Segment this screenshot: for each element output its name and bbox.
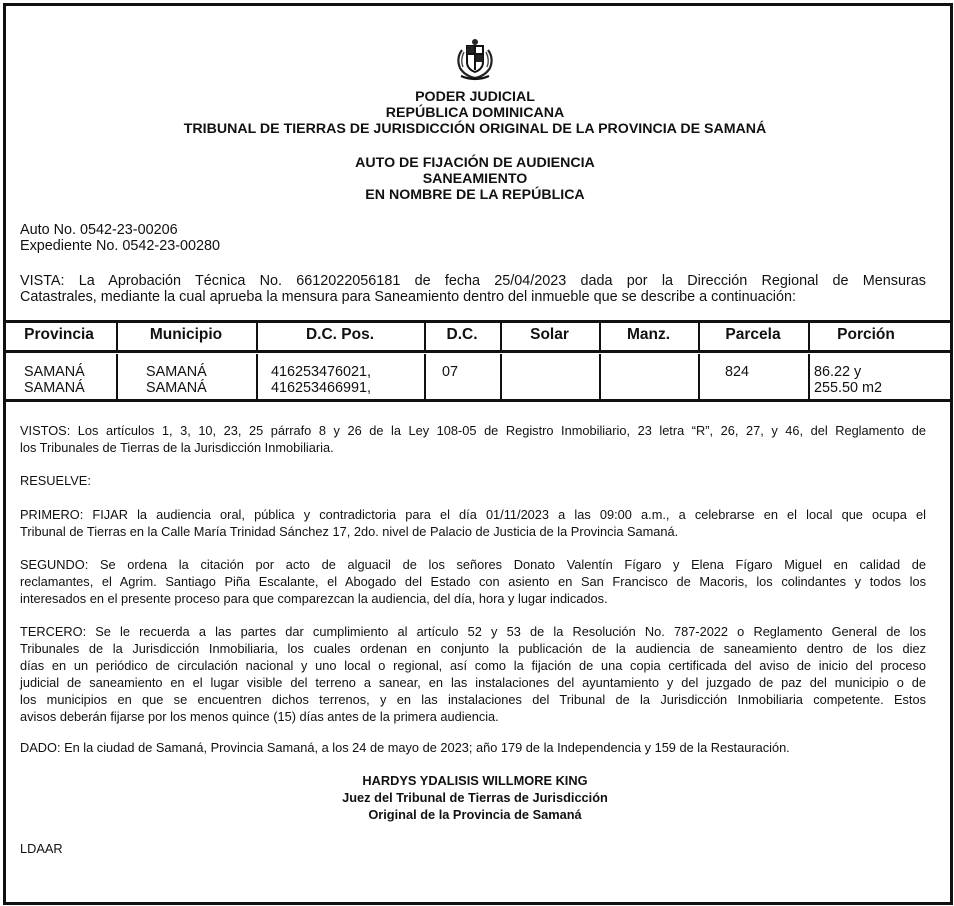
dado-paragraph: DADO: En la ciudad de Samaná, Provincia Samaná, a los 24 de mayo de 2023; año 179 de la Independencia y 159 de la Restauración. [20, 740, 790, 755]
tercero-line-2: Tribunales de la Jurisdicción Inmobiliaria, los cuales ordenan en conjunto la publicación de la audiencia de saneamiento dentro de los diez [20, 641, 926, 656]
coat-of-arms-icon [452, 36, 498, 82]
reference-numbers [20, 222, 926, 254]
primero-line-2: Tribunal de Tierras en la Calle María Trinidad Sánchez 17, 2do. nivel de Palacio de Justicia de la Provincia Samaná. [20, 524, 679, 539]
column-header-porcion: Porción [837, 326, 895, 343]
column-divider [256, 354, 258, 399]
cell-dc: 07 [442, 364, 459, 380]
column-divider [500, 354, 502, 399]
clerk-initials: LDAAR [20, 841, 63, 856]
column-divider [698, 354, 700, 399]
segundo-paragraph [20, 556, 926, 607]
tercero-line-6: avisos deberán fijarse por los menos quince (15) días antes de la primera audiencia. [20, 709, 499, 724]
tercero-paragraph [20, 623, 926, 725]
cell-porcion: 86.22 y 255.50 m2 [814, 364, 883, 396]
expediente-number: Expediente No. 0542-23-00280 [20, 238, 221, 254]
header-line-1: PODER JUDICIAL [415, 89, 535, 105]
vista-paragraph [20, 273, 926, 305]
title-line-3: EN NOMBRE DE LA REPÚBLICA [365, 187, 585, 203]
column-header-manz: Manz. [626, 326, 671, 343]
column-header-dc: D.C. [446, 326, 478, 343]
column-header-municipio: Municipio [149, 326, 223, 343]
title-line-1: AUTO DE FIJACIÓN DE AUDIENCIA [355, 155, 595, 171]
resuelve-heading: RESUELVE: [20, 473, 91, 488]
vistos-line-1: VISTOS: Los artículos 1, 3, 10, 23, 25 párrafo 8 y 26 de la Ley 108-05 de Registro Inmobiliario, 23 letra “R”, 26, 27, y 46, del Reglamento de [20, 423, 926, 438]
column-divider [116, 354, 118, 399]
column-divider [808, 354, 810, 399]
cell-municipio: SAMANÁ SAMANÁ [146, 364, 207, 396]
document-title [0, 155, 950, 203]
segundo-line-3: interesados en el presente proceso para que comparezcan la audiencia, del día, hora y lugar indicados. [20, 591, 608, 606]
header-line-2: REPÚBLICA DOMINICANA [385, 105, 565, 121]
primero-paragraph [20, 506, 926, 540]
column-header-solar: Solar [530, 326, 569, 343]
judge-title-line-1: Juez del Tribunal de Tierras de Jurisdicción [342, 790, 608, 805]
column-divider [424, 354, 426, 399]
judge-title-line-2: Original de la Provincia de Samaná [368, 807, 582, 822]
cell-dc-pos: 416253476021, 416253466991, [271, 364, 372, 396]
issuing-authority [0, 89, 950, 137]
vista-line-2: Catastrales, mediante la cual aprueba la mensura para Saneamiento dentro del inmueble que se describe a continuación: [20, 289, 796, 305]
column-header-dc-pos: D.C. Pos. [305, 326, 375, 343]
tercero-line-4: judicial de saneamiento en el lugar visible del terreno a sanear, en las instalaciones del ayuntamiento y del juzgado de paz del municipio o de [20, 675, 926, 690]
vista-line-1: VISTA: La Aprobación Técnica No. 6612022056181 de fecha 25/04/2023 dada por la Dirección Regional de Mensuras [20, 273, 926, 289]
segundo-line-2: reclamantes, el Agrim. Santiago Piña Escalante, el Abogado del Estado con asiento en San Francisco de Macoris, los colindantes y todos los [20, 574, 926, 589]
tercero-line-3: días en un periódico de circulación nacional y uno local o regional, así como la fijación de una copia certificada del aviso de inicio del proceso [20, 658, 926, 673]
judge-signature-block [0, 772, 950, 823]
vistos-paragraph [20, 422, 926, 456]
primero-line-1: PRIMERO: FIJAR la audiencia oral, pública y contradictoria para el día 01/11/2023 a las 09:00 a.m., a celebrarse en el local que ocupa el [20, 507, 926, 522]
judge-name: HARDYS YDALISIS WILLMORE KING [362, 773, 588, 788]
auto-number: Auto No. 0542-23-00206 [20, 222, 178, 238]
column-header-parcela: Parcela [725, 326, 781, 343]
cell-provincia: SAMANÁ SAMANÁ [24, 364, 85, 396]
table-bottom-rule [3, 399, 950, 402]
column-divider [599, 354, 601, 399]
tercero-line-5: los municipios en que se encuentren dichos terrenos, y en las instalaciones del Tribunal de la Jurisdicción Inmobiliaria competente. Estos [20, 692, 926, 707]
cell-parcela: 824 [725, 364, 750, 380]
tercero-line-1: TERCERO: Se le recuerda a las partes dar cumplimiento al artículo 52 y 53 de la Resolución No. 787-2022 o Reglamento General de los [20, 624, 926, 639]
header-line-3: TRIBUNAL DE TIERRAS DE JURISDICCIÓN ORIGINAL DE LA PROVINCIA DE SAMANÁ [183, 121, 767, 137]
vistos-line-2: los Tribunales de Tierras de la Jurisdicción Inmobiliaria. [20, 440, 334, 455]
title-line-2: SANEAMIENTO [422, 171, 528, 187]
column-header-provincia: Provincia [24, 326, 94, 343]
segundo-line-1: SEGUNDO: Se ordena la citación por acto de alguacil de los señores Donato Valentín Fígaro y Elena Fígaro Miguel en calidad de [20, 557, 926, 572]
